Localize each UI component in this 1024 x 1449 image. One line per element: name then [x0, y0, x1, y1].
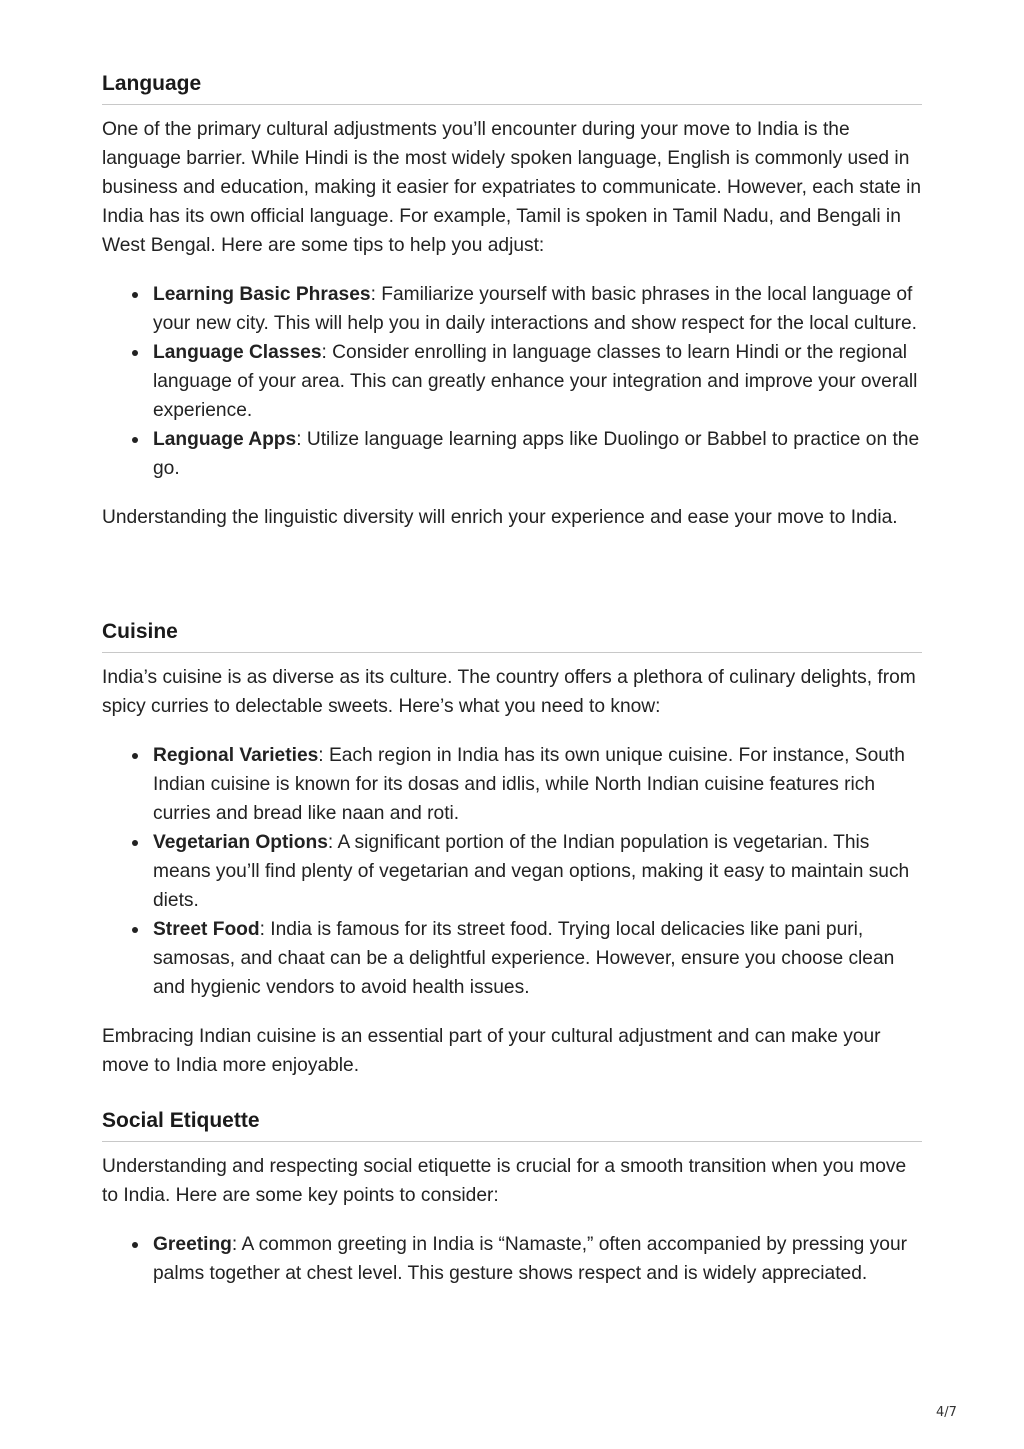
section-language — [102, 71, 922, 532]
list-item-term: Street Food — [153, 919, 260, 940]
bullet-list — [102, 741, 922, 1002]
section-closing: Embracing Indian cuisine is an essential part of your cultural adjustment and can make your move to India more enjoyable. — [102, 1026, 881, 1076]
bullet-list — [102, 280, 922, 483]
list-item — [153, 741, 922, 828]
bullet-icon — [132, 1242, 138, 1248]
bullet-icon — [132, 927, 138, 933]
list-item — [153, 915, 922, 1002]
list-item-text: : Consider enrolling in language classes to learn Hindi or the regional language of your area. This can greatly enhance your integration and improve your overall experience. — [153, 342, 918, 421]
bullet-icon — [132, 753, 138, 759]
list-item — [153, 828, 922, 915]
list-item — [153, 338, 922, 425]
list-item-text: : A significant portion of the Indian population is vegetarian. This means you’ll find plenty of vegetarian and vegan options, making it easy to maintain such diets. — [153, 832, 910, 911]
list-item-text: : Each region in India has its own unique cuisine. For instance, South Indian cuisine is known for its dosas and idlis, while North Indian cuisine features rich curries and bread like naan and roti. — [153, 745, 905, 824]
list-item — [153, 425, 922, 483]
bullet-icon — [132, 437, 138, 443]
page-number: 4/7 — [936, 1405, 957, 1420]
list-item-text: : Utilize language learning apps like Duolingo or Babbel to practice on the go. — [153, 429, 920, 479]
section-social-etiquette — [102, 1108, 922, 1288]
list-item-text: : A common greeting in India is “Namaste,” often accompanied by pressing your palms together at chest level. This gesture shows respect and is widely appreciated. — [153, 1234, 908, 1284]
section-heading: Language — [102, 71, 922, 105]
section-intro: One of the primary cultural adjustments you’ll encounter during your move to India is the language barrier. While Hindi is the most widely spoken language, English is commonly used in business and education, making it easier for expatriates to communicate. However, each state in India has its own official language. For example, Tamil is spoken in Tamil Nadu, and Bengali in West Bengal. Here are some tips to help you adjust: — [102, 119, 922, 256]
list-item-text: : Familiarize yourself with basic phrases in the local language of your new city. This will help you in daily interactions and show respect for the local culture. — [153, 284, 917, 334]
list-item — [153, 280, 922, 338]
section-heading: Cuisine — [102, 619, 922, 653]
list-item — [153, 1230, 922, 1288]
list-item-term: Language Apps — [153, 429, 297, 450]
list-item-term: Regional Varieties — [153, 745, 319, 766]
bullet-icon — [132, 840, 138, 846]
list-item-term: Learning Basic Phrases — [153, 284, 371, 305]
bullet-icon — [132, 292, 138, 298]
list-item-term: Language Classes — [153, 342, 322, 363]
bullet-icon — [132, 350, 138, 356]
section-heading: Social Etiquette — [102, 1108, 922, 1142]
section-closing: Understanding the linguistic diversity will enrich your experience and ease your move to India. — [102, 507, 898, 528]
list-item-text: : India is famous for its street food. Trying local delicacies like pani puri, samosas, and chaat can be a delightful experience. However, ensure you choose clean and hygienic vendors to avoid health issues. — [153, 919, 895, 998]
list-item-term: Greeting — [153, 1234, 232, 1255]
section-cuisine — [102, 619, 922, 1080]
section-intro: Understanding and respecting social etiquette is crucial for a smooth transition when you move to India. Here are some key points to consider: — [102, 1156, 907, 1206]
list-item-term: Vegetarian Options — [153, 832, 328, 853]
section-intro: India’s cuisine is as diverse as its culture. The country offers a plethora of culinary delights, from spicy curries to delectable sweets. Here’s what you need to know: — [102, 667, 916, 717]
bullet-list — [102, 1230, 922, 1288]
